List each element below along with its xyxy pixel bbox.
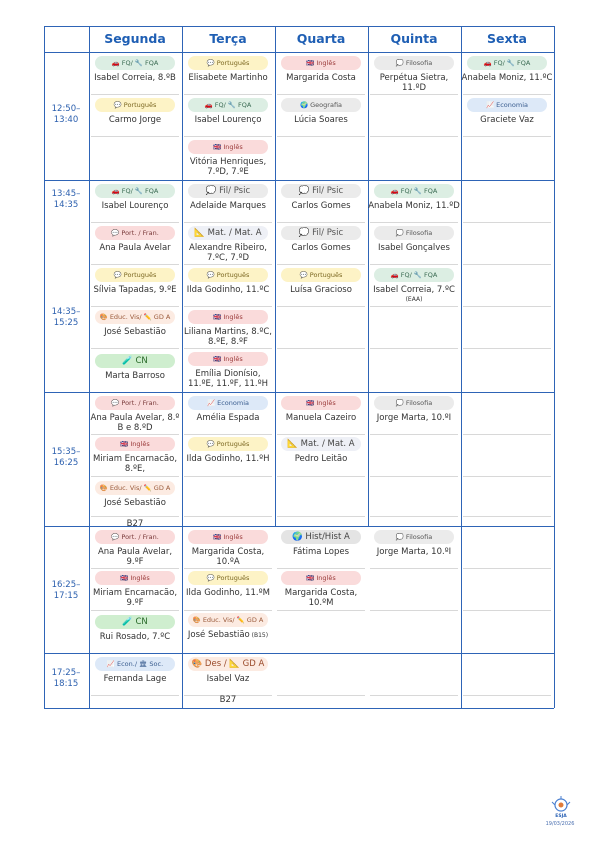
teacher-name [89,201,181,211]
teacher-name [461,115,553,125]
teacher-name [182,674,274,684]
teacher-name [182,413,274,423]
teacher-name [182,73,274,83]
row-divider [91,348,179,349]
teacher-name [182,115,274,125]
teacher-label: Liliana Martins, 8.ºC, 8.ºE, 8.ºF [183,327,273,347]
row-divider [91,306,179,307]
teacher-label: Fernanda Lage [103,674,167,684]
teacher-name [89,115,181,125]
teacher-label: Isabel Gonçalves [378,243,450,253]
teacher-name [275,115,367,125]
subject-pill: 🇬🇧 Inglês [188,140,268,154]
row-divider [277,695,365,696]
time-slot: 13:45– 14:35 [51,189,81,210]
row-divider [91,476,179,477]
row-divider [463,516,551,517]
row-divider [463,695,551,696]
row-divider [184,476,272,477]
row-divider [463,306,551,307]
row-divider [184,264,272,265]
teacher-name [275,201,367,211]
teacher-label: Miriam Encarnacão, 8.ºE, [92,454,178,474]
subject-pill: 🎨 Educ. Vis/ ✏️ GD A [95,310,175,324]
subject-pill: 🇬🇧 Inglês [188,352,268,366]
grid-hline [44,708,554,709]
subject-pill: 💬 Português [281,268,361,282]
teacher-label: Isabel Correia, 7.ºC [373,285,455,295]
teacher-label: Adelaide Marques [190,201,266,211]
teacher-name [89,327,181,337]
teacher-name [182,454,274,464]
row-divider [91,516,179,517]
teacher-label: Ana Paula Avelar, 8.º B e 8.ºD [90,413,180,433]
grid-vline [368,26,369,526]
row-divider [277,516,365,517]
teacher-label: José Sebastião [104,327,166,337]
teacher-name [275,588,367,608]
teacher-name [275,454,367,464]
row-divider [463,610,551,611]
teacher-label: Emília Dionísio, 11.ºE, 11.ºF, 11.ºH [187,369,269,389]
teacher-label: José Sebastião [187,630,250,640]
subject-pill: 🚗 FQ/ 🔧 FQA [188,98,268,112]
row-divider [277,222,365,223]
row-divider [463,136,551,137]
row-divider [184,348,272,349]
teacher-name [368,547,460,557]
teacher-label: Miriam Encarnacão, 9.ºF [92,588,178,608]
day-header: Segunda [104,31,166,46]
day-header: Quarta [296,31,346,46]
row-divider [184,94,272,95]
teacher-label: Elisabete Martinho [188,73,268,83]
teacher-label: Amélia Espada [196,413,260,423]
row-divider [463,222,551,223]
subject-pill: 🇬🇧 Inglês [188,530,268,544]
row-divider [91,568,179,569]
teacher-name [182,547,274,567]
teacher-label: Sílvia Tapadas, 9.ºE [93,285,177,295]
row-divider [277,306,365,307]
subject-pill: 💭 Filosofia [374,396,454,410]
teacher-name [368,73,460,93]
subject-pill: 💬 Português [95,98,175,112]
teacher-label: Carlos Gomes [291,201,351,211]
subject-pill: 🚗 FQ/ 🔧 FQA [95,56,175,70]
subject-pill: 📈 Economia [467,98,547,112]
subject-pill: 🌍 Hist/Hist A [281,530,361,544]
row-divider [370,136,458,137]
teacher-label: Margarida Costa [286,73,356,83]
teacher-name [182,369,274,389]
teacher-label: Isabel Correia, 8.ºB [94,73,176,83]
day-header: Quinta [390,31,438,46]
grid-hline [44,180,554,181]
teacher-name [182,201,274,211]
subject-pill: 🚗 FQ/ 🔧 FQA [467,56,547,70]
subject-pill: 🚗 FQ/ 🔧 FQA [374,184,454,198]
subject-pill: 📈 Econ./ 🏛 Soc. [95,657,175,671]
teacher-label: José Sebastião [104,498,166,508]
row-divider [184,306,272,307]
teacher-label: Marta Barroso [105,371,165,381]
subject-pill: 🇬🇧 Inglês [95,571,175,585]
teacher-name [275,413,367,423]
time-slot: 14:35– 15:25 [51,307,81,328]
teacher-name [182,588,274,598]
note-label: (EAA) [405,296,423,303]
teacher-name [89,632,181,642]
subject-pill: 🇬🇧 Inglês [281,571,361,585]
row-divider [463,264,551,265]
teacher-name [89,498,181,508]
subject-pill: 🌍 Geografia [281,98,361,112]
row-divider [184,568,272,569]
teacher-label: Ilda Godinho, 11.ºH [186,454,270,464]
teacher-label: Luísa Gracioso [290,285,352,295]
teacher-name [368,413,460,423]
teacher-label: Isabel Lourenço [194,115,262,125]
row-divider [463,94,551,95]
grid-vline [182,26,183,708]
row-divider [277,568,365,569]
grid-vline [554,26,555,708]
subject-pill: 💬 Português [188,268,268,282]
subject-pill: 📐 Mat. / Mat. A [281,437,361,451]
room-label: (B15) [249,632,269,639]
row-divider [370,264,458,265]
teacher-label: Lúcia Soares [294,115,348,125]
print-date: 19/03/2026 [545,821,575,827]
teacher-name [89,371,181,381]
teacher-name [89,454,181,474]
teacher-name [89,413,181,433]
subject-pill: 💭 Fil/ Psic [281,226,361,240]
row-divider [370,695,458,696]
teacher-name [461,73,553,83]
teacher-label: Perpétua Sietra, 11.ºD [379,73,449,93]
teacher-name [275,285,367,295]
teacher-name [182,157,274,177]
subject-pill: 🇬🇧 Inglês [281,396,361,410]
teacher-label: Jorge Marta, 10.ºI [376,413,452,423]
time-slot: 15:35– 16:25 [51,447,81,468]
room-label: B27 [219,695,237,705]
row-divider [91,610,179,611]
row-divider [370,516,458,517]
row-divider [277,434,365,435]
teacher-name [275,73,367,83]
row-divider [370,94,458,95]
subject-pill: 📈 Economia [188,396,268,410]
row-divider [370,348,458,349]
day-header: Terça [209,31,247,46]
teacher-label: Alexandre Ribeiro, 7.ºC, 7.ºD [189,243,267,263]
row-divider [184,136,272,137]
teacher-name [275,243,367,253]
row-divider [277,476,365,477]
grid-vline [44,26,45,708]
subject-pill: 📐 Mat. / Mat. A [188,226,268,240]
time-slot: 16:25– 17:15 [51,580,81,601]
teacher-name [368,201,460,211]
subject-pill: 💬 Port. / Fran. [95,226,175,240]
teacher-name [182,630,274,641]
teacher-label: Isabel Vaz [206,674,250,684]
subject-pill: 🚗 FQ/ 🔧 FQA [374,268,454,282]
subject-pill: 💬 Port. / Fran. [95,530,175,544]
row-divider [184,222,272,223]
subject-pill: 💭 Filosofia [374,530,454,544]
grid-vline [275,26,276,526]
row-divider [184,516,272,517]
teacher-label: Ana Paula Avelar [99,243,171,253]
teacher-label: Carmo Jorge [108,115,162,125]
subject-pill: 🇬🇧 Inglês [188,310,268,324]
teacher-label: Rui Rosado, 7.ºC [99,632,171,642]
teacher-label: Vitória Henriques, 7.ºD, 7.ºE [189,157,267,177]
row-divider [370,568,458,569]
teacher-name [368,285,460,305]
teacher-name [182,243,274,263]
row-divider [184,610,272,611]
grid-hline [44,392,554,393]
subject-pill: 💬 Port. / Fran. [95,396,175,410]
teacher-label: Anabela Moniz, 11.ºD [368,201,460,211]
teacher-label: Ilda Godinho, 11.ºM [186,588,270,598]
subject-pill: 🇬🇧 Inglês [281,56,361,70]
teacher-label: Isabel Lourenço [101,201,169,211]
row-divider [277,136,365,137]
teacher-name [89,547,181,567]
grid-hline [44,52,554,53]
row-divider [370,222,458,223]
teacher-label: Graciete Vaz [480,115,534,125]
row-divider [463,568,551,569]
teacher-label: Margarida Costa, 10.ºA [191,547,265,567]
teacher-name [89,588,181,608]
day-header: Sexta [487,31,527,46]
row-divider [463,348,551,349]
time-slot: 12:50– 13:40 [51,104,81,125]
subject-pill: 💬 Português [95,268,175,282]
subject-pill: 🚗 FQ/ 🔧 FQA [95,184,175,198]
subject-pill: 🎨 Educ. Vis/ ✏️ GD A [95,481,175,495]
room-label: B27 [126,519,144,529]
row-divider [91,264,179,265]
grid-hline [44,653,554,654]
row-divider [91,434,179,435]
subject-pill: 🧪 CN [95,615,175,629]
teacher-name [89,73,181,83]
teacher-name [182,285,274,295]
subject-pill: 💬 Português [188,56,268,70]
subject-pill: 🇬🇧 Inglês [95,437,175,451]
teacher-label: Pedro Leitão [294,454,348,464]
subject-pill: 💭 Filosofia [374,56,454,70]
subject-pill: 💭 Fil/ Psic [281,184,361,198]
subject-pill: 💭 Fil/ Psic [188,184,268,198]
svg-text:ESJA: ESJA [555,814,567,819]
row-divider [277,348,365,349]
teacher-label: Anabela Moniz, 11.ºC [461,73,553,83]
teacher-label: Jorge Marta, 10.ºI [376,547,452,557]
row-divider [277,94,365,95]
subject-pill: 💬 Português [188,571,268,585]
grid-vline [461,26,462,708]
teacher-name [89,674,181,684]
subject-pill: 🧪 CN [95,354,175,368]
row-divider [91,222,179,223]
teacher-label: Fátima Lopes [292,547,350,557]
teacher-label: Manuela Cazeiro [285,413,357,423]
teacher-name [182,327,274,347]
subject-pill: 🎨 Educ. Vis/ ✏️ GD A [188,613,268,627]
teacher-label: Margarida Costa, 10.ºM [284,588,358,608]
row-divider [370,476,458,477]
time-slot: 17:25– 18:15 [51,668,81,689]
row-divider [184,434,272,435]
subject-pill: 💬 Português [188,437,268,451]
teacher-name [368,243,460,253]
teacher-label: Ilda Godinho, 11.ºC [186,285,270,295]
row-divider [463,476,551,477]
row-divider [463,434,551,435]
teacher-name [275,547,367,557]
row-divider [91,94,179,95]
row-divider [91,695,179,696]
row-divider [370,610,458,611]
school-logo-icon [549,795,573,819]
row-divider [91,136,179,137]
row-divider [370,306,458,307]
teacher-label: Ana Paula Avelar, 9.ºF [97,547,173,567]
row-divider [277,264,365,265]
subject-pill: 💭 Filosofia [374,226,454,240]
teacher-name [89,285,181,295]
row-divider [277,610,365,611]
teacher-name [89,243,181,253]
subject-pill: 🎨 Des / 📐 GD A [188,657,268,671]
teacher-label: Carlos Gomes [291,243,351,253]
row-divider [370,434,458,435]
